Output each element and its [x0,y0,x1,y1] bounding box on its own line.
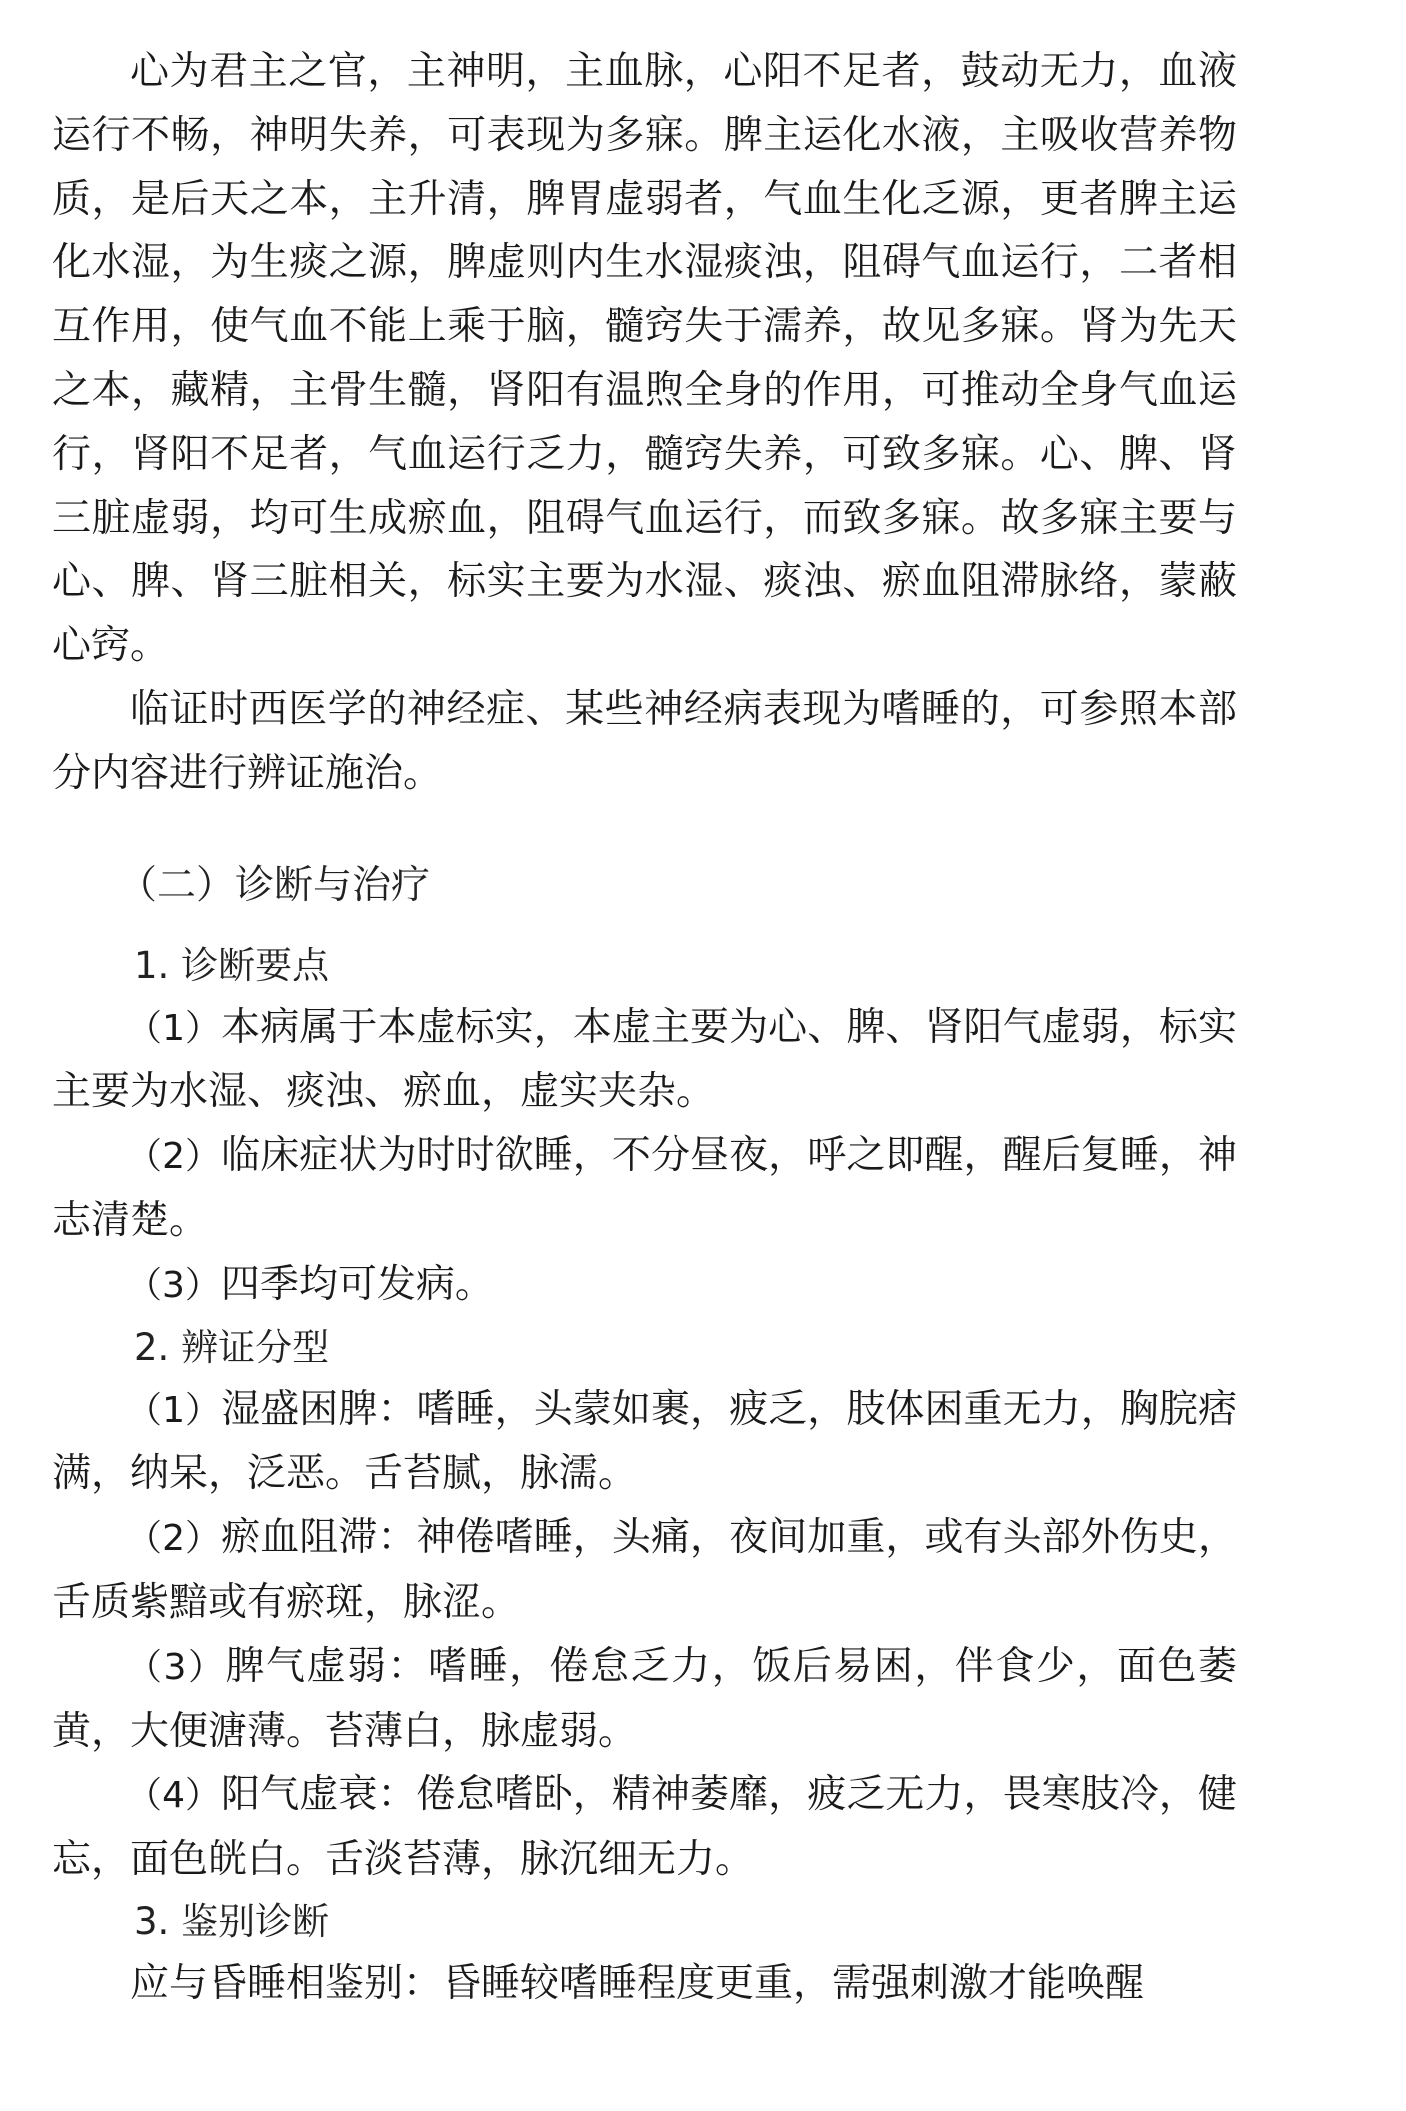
item-text: 脾气虚弱：嗜睡，倦怠乏力，饭后易困，伴食少，面色萎黄，大便溏薄。苔薄白，脉虚弱。 [52,1643,1237,1754]
section-heading: （二）诊断与治疗 [118,862,431,908]
diagnosis-item-3 [52,1253,1237,1318]
document-page [52,40,1237,2016]
syndrome-item-2 [52,1506,1237,1635]
diagnosis-item-2 [52,1124,1237,1253]
syndrome-item-3 [52,1635,1237,1764]
item-text: 湿盛困脾：嗜睡，头蒙如裹，疲乏，肢体困重无力，胸脘痞满，纳呆，泛恶。舌苔腻，脉濡。 [52,1386,1237,1497]
subsection-heading-diagnosis: 1. 诊断要点 [134,943,330,987]
item-number: （2） [126,1136,222,1178]
item-number: （4） [126,1775,222,1817]
intro-paragraph-2: 临证时西医学的神经症、某些神经病表现为嗜睡的，可参照本部分内容进行辨证施治。 [52,686,1237,796]
item-number: （3） [126,1646,226,1688]
intro-paragraph-1: 心为君主之官，主神明，主血脉，心阳不足者，鼓动无力，血液运行不畅，神明失养，可表现为多寐。脾主运化水液，主吸收营养物质，是后天之本，主升清，脾胃虚弱者，气血生化乏源，更者脾主运化水湿，为生痰之源，脾虚则内生水湿痰浊，阻碍气血运行，二者相互作用，使气血不能上乘于脑，髓窍失于濡养，故见多寐。肾为先天之本，藏精，主骨生髓，肾阳有温煦全身的作用，可推动全身气血运行，肾阳不足者，气血运行乏力，髓窍失养，可致多寐。心、脾、肾三脏虚弱，均可生成瘀血，阻碍气血运行，而致多寐。故多寐主要与心、脾、肾三脏相关，标实主要为水湿、痰浊、瘀血阻滞脉络，蒙蔽心窍。 [52,49,1237,669]
subsection-heading-syndrome: 2. 辨证分型 [134,1325,330,1369]
syndrome-item-1 [52,1378,1237,1507]
item-number: （1） [126,1007,222,1049]
item-number: （2） [126,1518,222,1560]
diagnosis-item-1 [52,996,1237,1125]
item-text: 瘀血阻滞：神倦嗜睡，头痛，夜间加重，或有头部外伤史，舌质紫黯或有瘀斑，脉涩。 [52,1515,1237,1625]
item-text: 临床症状为时时欲睡，不分昼夜，呼之即醒，醒后复睡，神志清楚。 [52,1133,1237,1243]
item-text: 本病属于本虚标实，本虚主要为心、脾、肾阳气虚弱，标实主要为水湿、痰浊、瘀血，虚实夹杂。 [52,1004,1237,1115]
item-number: （3） [126,1264,221,1306]
item-text: 阳气虚衰：倦怠嗜卧，精神萎靡，疲乏无力，畏寒肢冷，健忘，面色㿠白。舌淡苔薄，脉沉细无力。 [52,1772,1237,1883]
syndrome-item-4 [52,1763,1237,1892]
subsection-heading-differential: 3. 鉴别诊断 [134,1899,330,1943]
item-text: 四季均可发病。 [220,1261,494,1307]
item-number: （1） [126,1389,222,1431]
differential-paragraph: 应与昏睡相鉴别：昏睡较嗜睡程度更重，需强刺激才能唤醒 [130,1960,1145,2006]
